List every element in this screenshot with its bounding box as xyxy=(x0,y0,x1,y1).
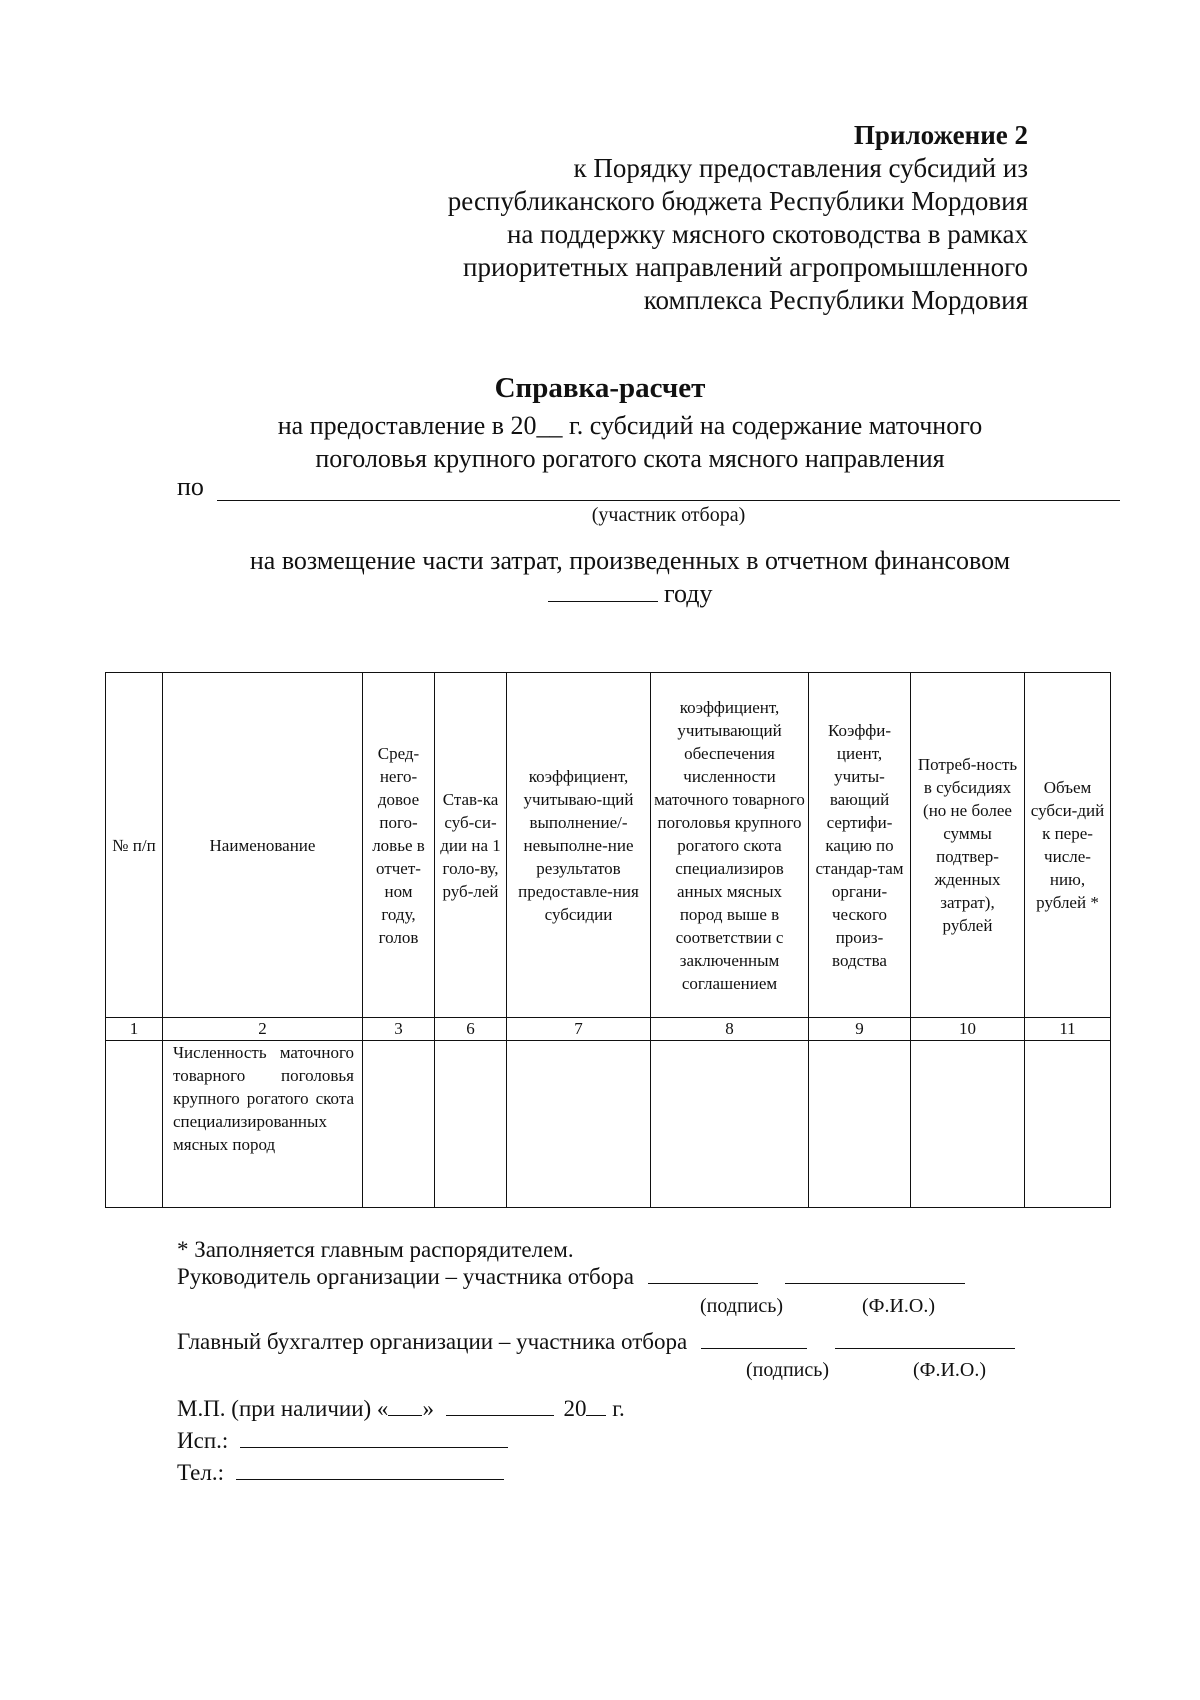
executor-blank[interactable] xyxy=(240,1429,508,1448)
calculation-table xyxy=(105,672,1111,1208)
head-signature-blank[interactable] xyxy=(648,1265,758,1284)
header-cell: Потреб-ность в субсидиях (но не более суммы подтвер-жденных затрат), рублей xyxy=(911,673,1025,1018)
purpose-year-word: году xyxy=(664,579,713,608)
executor-label: Исп.: xyxy=(177,1428,229,1453)
appendix-line: республиканского бюджета Республики Мордовия xyxy=(447,186,1028,216)
header-cell: Объем субси-дий к пере-числе-нию, рублей * xyxy=(1025,673,1111,1018)
column-number: 7 xyxy=(507,1018,651,1041)
header-cell: коэффициент, учитываю-щий выполнение/-невыполне-ние результатов предоставле-ния субсидии xyxy=(507,673,651,1018)
data-cell[interactable] xyxy=(809,1041,911,1208)
appendix-header xyxy=(448,119,1028,317)
header-cell: Став-ка суб-си-дии на 1 голо-ву, руб-лей xyxy=(435,673,507,1018)
document-subtitle xyxy=(150,409,1110,475)
fiscal-year-blank[interactable] xyxy=(548,579,658,602)
purpose-text xyxy=(150,544,1110,610)
accountant-sign-caption: (подпись) xyxy=(746,1359,830,1381)
column-number: 3 xyxy=(363,1018,435,1041)
stamp-year: 20 xyxy=(563,1396,587,1421)
accountant-signature-label: Главный бухгалтер организации – участника отбора xyxy=(177,1329,688,1354)
head-sign-caption: (подпись) xyxy=(700,1295,784,1317)
phone-line xyxy=(177,1460,504,1486)
stamp-month-blank[interactable] xyxy=(446,1397,554,1416)
appendix-line: комплекса Республики Мордовия xyxy=(643,285,1028,315)
participant-line[interactable] xyxy=(217,500,1120,501)
head-name-caption: (Ф.И.О.) xyxy=(862,1295,936,1317)
header-cell: Наименование xyxy=(163,673,363,1018)
column-number: 6 xyxy=(435,1018,507,1041)
accountant-name-caption: (Ф.И.О.) xyxy=(913,1359,987,1381)
header-cell: № п/п xyxy=(106,673,163,1018)
accountant-name-blank[interactable] xyxy=(835,1330,1015,1349)
data-cell[interactable] xyxy=(363,1041,435,1208)
stamp-prefix: М.П. (при наличии) « xyxy=(177,1396,389,1421)
appendix-line: приоритетных направлений агропромышленного xyxy=(463,252,1028,282)
appendix-line: на поддержку мясного скотоводства в рамках xyxy=(506,219,1028,249)
accountant-signature-line xyxy=(177,1329,1015,1355)
header-cell: Коэффи-циент, учиты-вающий сертифи-кацию по стандар-там органи-ческого произ-водства xyxy=(809,673,911,1018)
data-cell[interactable] xyxy=(1025,1041,1111,1208)
stamp-year-blank[interactable] xyxy=(586,1397,606,1416)
column-number: 10 xyxy=(911,1018,1025,1041)
subtitle-line: поголовья крупного рогатого скота мясного направления xyxy=(315,444,945,473)
row-number-cell[interactable] xyxy=(106,1041,163,1208)
phone-blank[interactable] xyxy=(236,1461,504,1480)
stamp-day-blank[interactable] xyxy=(388,1397,422,1416)
phone-label: Тел.: xyxy=(177,1460,224,1485)
data-cell[interactable] xyxy=(507,1041,651,1208)
po-label: по xyxy=(177,472,204,501)
appendix-number: Приложение 2 xyxy=(853,120,1028,150)
column-number: 11 xyxy=(1025,1018,1111,1041)
purpose-line-1: на возмещение части затрат, произведенных в отчетном финансовом xyxy=(249,546,1011,575)
stamp-middle: » xyxy=(422,1396,434,1421)
column-number-row xyxy=(106,1018,1111,1041)
subtitle-line: на предоставление в 20__ г. субсидий на содержание маточного xyxy=(277,411,983,440)
stamp-line xyxy=(177,1396,625,1422)
document-title: Справка-расчет xyxy=(494,372,706,404)
head-name-blank[interactable] xyxy=(785,1265,965,1284)
table-header-row xyxy=(106,673,1111,1018)
accountant-signature-blank[interactable] xyxy=(701,1330,807,1349)
data-cell[interactable] xyxy=(435,1041,507,1208)
head-signature-label: Руководитель организации – участника отбора xyxy=(177,1264,634,1289)
column-number: 2 xyxy=(163,1018,363,1041)
stamp-suffix: г. xyxy=(612,1396,625,1421)
column-number: 1 xyxy=(106,1018,163,1041)
column-number: 8 xyxy=(651,1018,809,1041)
column-number: 9 xyxy=(809,1018,911,1041)
appendix-line: к Порядку предоставления субсидий из xyxy=(573,153,1028,183)
executor-line xyxy=(177,1428,508,1454)
data-cell[interactable] xyxy=(651,1041,809,1208)
participant-caption: (участник отбора) xyxy=(591,504,746,526)
header-cell: коэффициент, учитывающий обеспечения численности маточного товарного поголовья крупного рогатого скота специализиров анных мясных пород выше в соответствии с заключенным соглашением xyxy=(651,673,809,1018)
table-row xyxy=(106,1041,1111,1208)
head-signature-line xyxy=(177,1264,965,1290)
purpose-line-2 xyxy=(150,577,1110,610)
header-cell: Сред-него-довое пого-ловье в отчет-ном году, голов xyxy=(363,673,435,1018)
footnote: * Заполняется главным распорядителем. xyxy=(177,1237,574,1262)
row-name-cell: Численность маточного товарного поголовья крупного рогатого скота специализированных мясных пород xyxy=(163,1041,363,1208)
data-cell[interactable] xyxy=(911,1041,1025,1208)
